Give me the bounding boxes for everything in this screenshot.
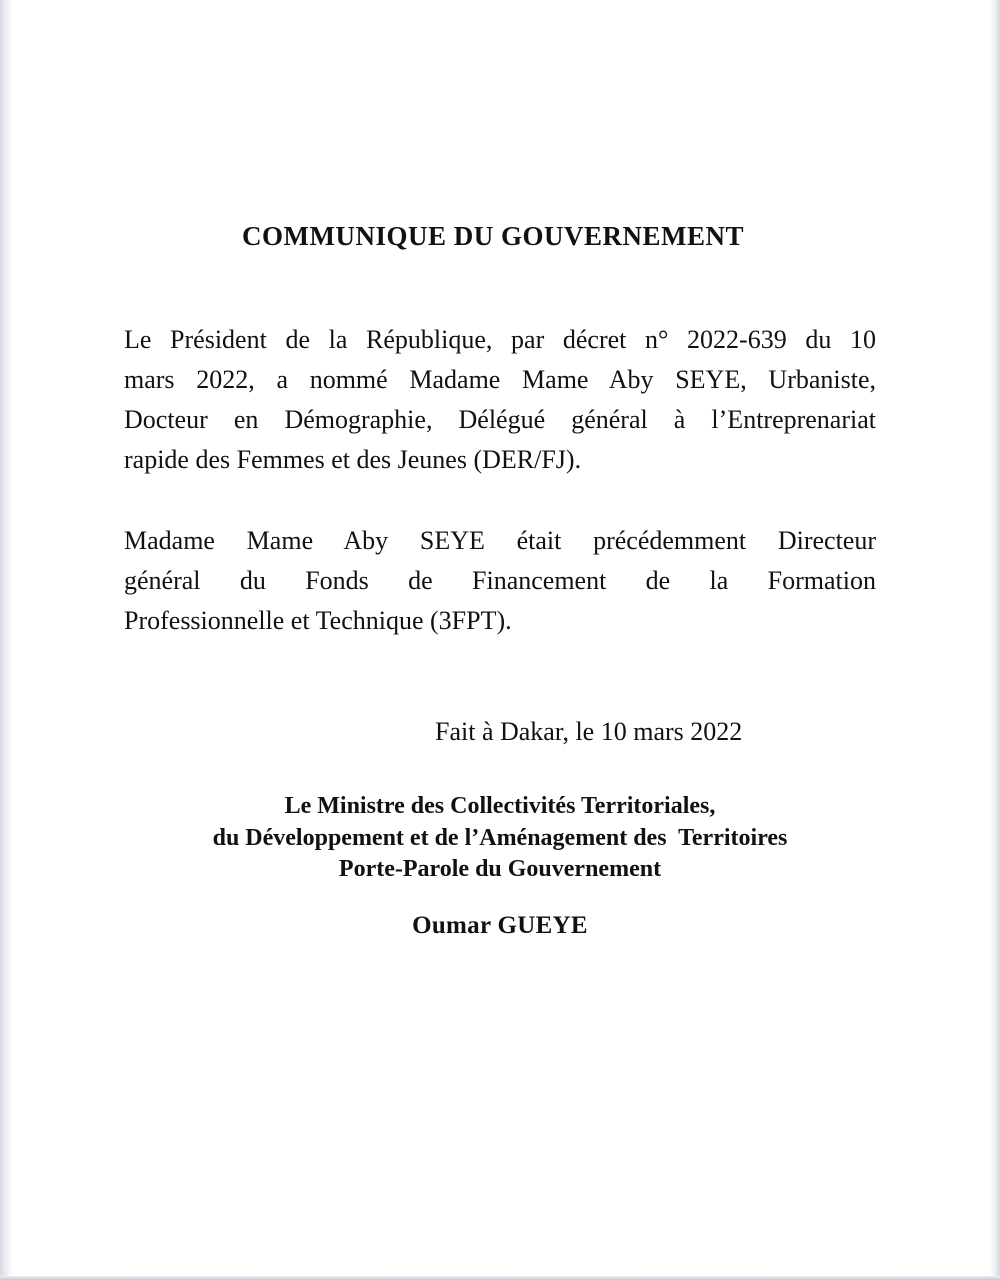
text-line: Professionnelle et Technique (3FPT).: [124, 606, 512, 635]
text-line: mars 2022, a nommé Madame Mame Aby SEYE, Urbaniste,: [124, 365, 876, 394]
signature-title-line: du Développement et de l’Aménagement des Territoires: [212, 824, 788, 851]
photo-edge-bottom: [0, 1276, 1000, 1280]
dateline: Fait à Dakar, le 10 mars 2022: [435, 717, 743, 746]
signatory-name: Oumar GUEYE: [412, 912, 588, 939]
signature-title-line: Porte-Parole du Gouvernement: [338, 856, 662, 882]
signature-block: [0, 791, 1000, 886]
text-line: Madame Mame Aby SEYE était précédemment Directeur: [124, 526, 876, 555]
text-line: général du Fonds de Financement de la Formation: [124, 566, 876, 595]
signature-title-line: Le Ministre des Collectivités Territoriales,: [284, 793, 716, 819]
paragraph-previous-role: [124, 521, 876, 641]
photo-edge-left: [0, 0, 14, 1280]
text-line: Docteur en Démographie, Délégué général à l’Entreprenariat: [124, 405, 876, 434]
paragraph-appointment: [124, 320, 876, 480]
text-line: rapide des Femmes et des Jeunes (DER/FJ).: [124, 445, 582, 474]
document-title: COMMUNIQUE DU GOUVERNEMENT: [242, 221, 744, 251]
photo-edge-right: [990, 0, 1000, 1280]
text-line: Le Président de la République, par décret n° 2022-639 du 10: [124, 325, 876, 354]
